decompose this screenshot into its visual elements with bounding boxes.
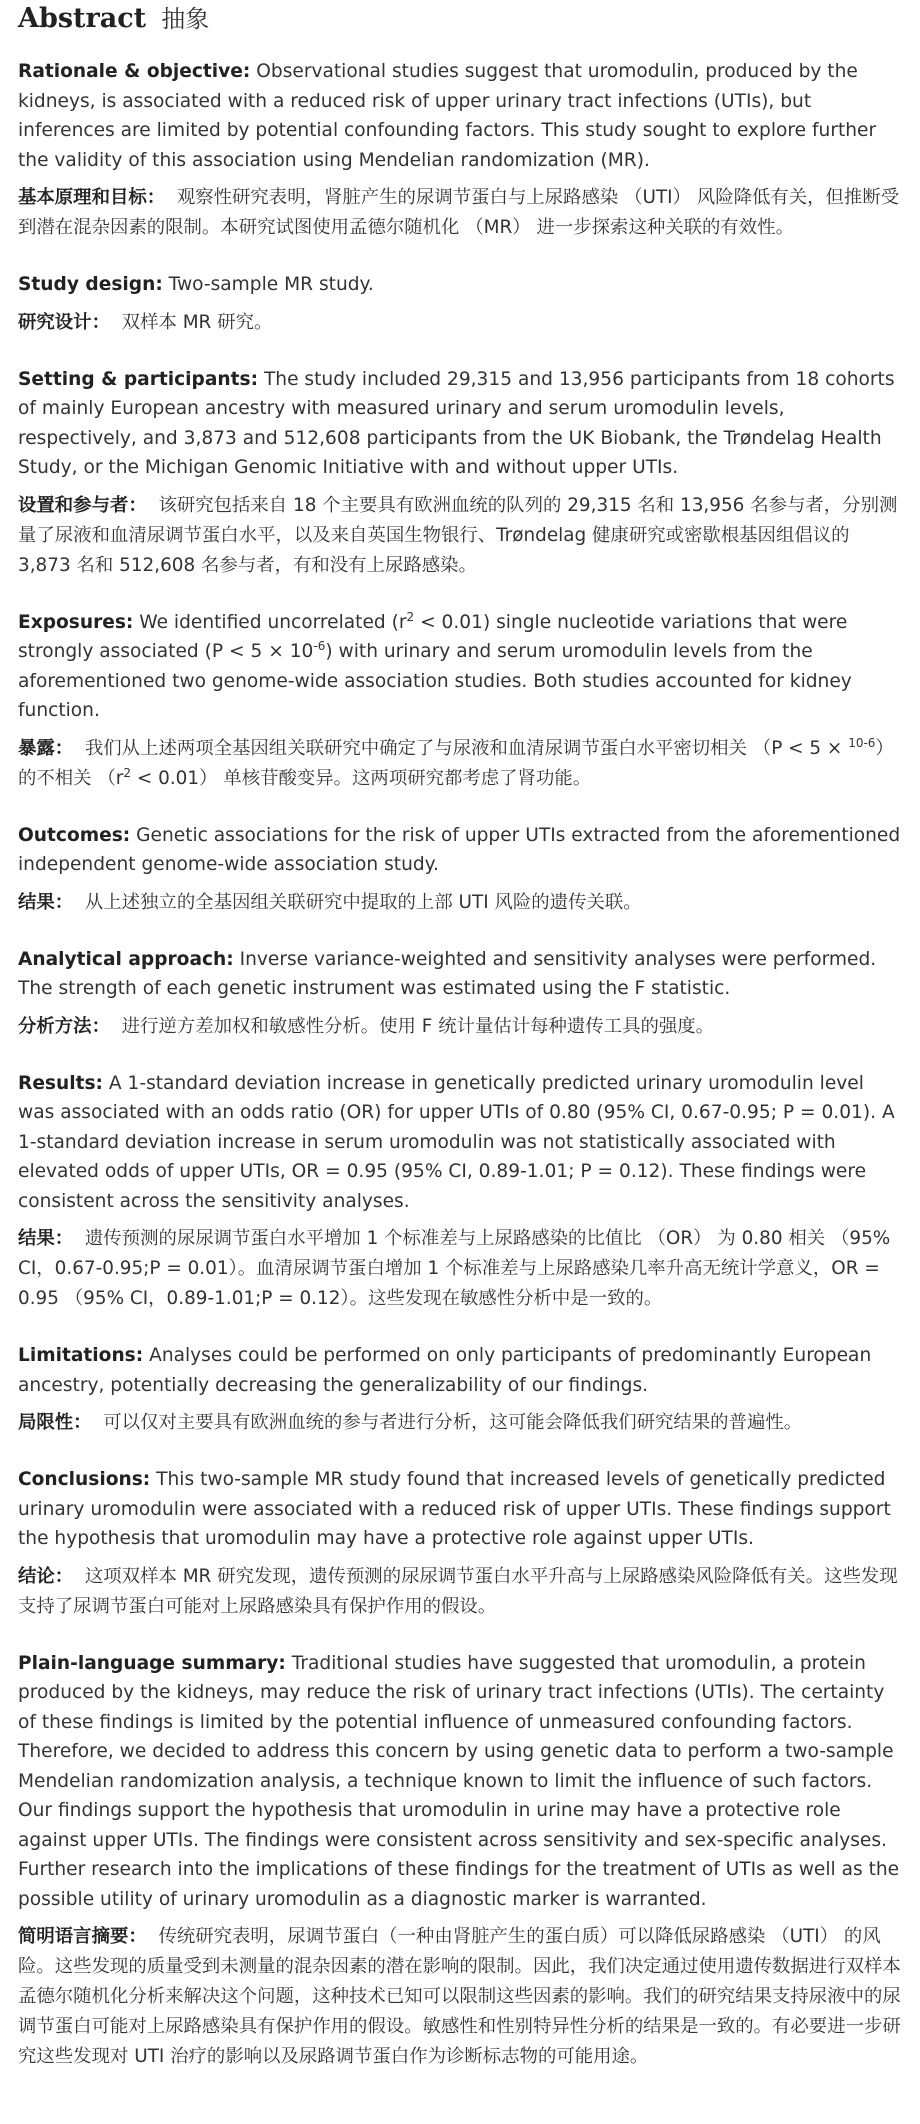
section-text: Two-sample MR study. bbox=[162, 274, 374, 295]
section-setting-participants bbox=[18, 365, 902, 581]
paragraph-en bbox=[18, 1649, 902, 1915]
section-label: Plain-language summary: bbox=[18, 1652, 286, 1674]
superscript: 2 bbox=[406, 609, 415, 624]
paragraph-zh bbox=[18, 183, 902, 243]
paragraph-en bbox=[18, 365, 902, 483]
section-label: Limitations: bbox=[18, 1345, 144, 1366]
section-text-zh: 双样本 MR 研究。 bbox=[121, 311, 273, 333]
section-label: Setting & participants: bbox=[18, 368, 259, 390]
section-label-zh: 研究设计： bbox=[18, 311, 110, 333]
section-text: Analyses could be performed on only participants of predominantly European ancestry, potentially decreasing the generalizability of our findings. bbox=[18, 1345, 872, 1396]
section-text-zh: 可以仅对主要具有欧洲血统的参与者进行分析，这可能会降低我们研究结果的普遍性。 bbox=[103, 1412, 803, 1433]
section-text-zh: 遗传预测的尿尿调节蛋白水平增加 1 个标准差与上尿路感染的比值比 （OR） 为 0.80 相关 （95% CI，0.67-0.95;P = 0.01）。血清尿调节蛋白增加 1 个标准差与上尿路感染几率升高无统计学意义，OR = 0.95 （95% CI，0.89-1.01;P = 0.12）。这些发现在敏感性分析中是一致的。 bbox=[18, 1228, 891, 1309]
section-text: Genetic associations for the risk of upper UTIs extracted from the aforementioned independent genome-wide association study. bbox=[18, 824, 901, 875]
section-text: Observational studies suggest that uromodulin, produced by the kidneys, is associated with a reduced risk of upper urinary tract infections (UTIs), but inferences are limited by potential confounding factors. This study sought to explore further the validity of this association using Mendelian randomization (MR). bbox=[18, 61, 877, 171]
section-label: Study design: bbox=[18, 274, 163, 295]
section-label: Conclusions: bbox=[18, 1469, 151, 1490]
section-label-zh: 简明语言摘要： bbox=[18, 1926, 147, 1947]
section-text-zh: 该研究包括来自 18 个主要具有欧洲血统的队列的 29,315 名和 13,956 名参与者，分别测量了尿液和血清尿调节蛋白水平，以及来自英国生物银行、Trøndelag 健康研究或密歇根基因组倡议的 3,873 名和 512,608 名参与者，有和没有上尿路感染。 bbox=[18, 494, 898, 576]
section-text: A 1-standard deviation increase in genetically predicted urinary uromodulin level was associated with an odds ratio (OR) for upper UTIs of 0.80 (95% CI, 0.67-0.95; P = 0.01). A 1-standard deviation increase in serum uromodulin was not statistically associated with elevated odds of upper UTIs, OR = 0.95 (95% CI, 0.89-1.01; P = 0.12). These findings were consistent across the sensitivity analyses. bbox=[18, 1072, 895, 1212]
section-study-design bbox=[18, 270, 902, 338]
section-label: Analytical approach: bbox=[18, 948, 234, 970]
section-label: Outcomes: bbox=[18, 824, 131, 846]
section-label-zh: 基本原理和目标： bbox=[18, 187, 166, 208]
section-text-zh: 传统研究表明，尿调节蛋白（一种由肾脏产生的蛋白质）可以降低尿路感染 （UTI） 的风险。这些发现的质量受到未测量的混杂因素的潜在影响的限制。因此，我们决定通过使用遗传数据进行双样本孟德尔随机化分析来解决这个问题，这种技术已知可以限制这些因素的影响。我们的研究结果支持尿液中的尿调节蛋白可能对上尿路感染具有保护作用的假设。敏感性和性别特异性分析的结果是一致的。有必要进一步研究这些发现对 UTI 治疗的影响以及尿路调节蛋白作为诊断标志物的可能用途。 bbox=[18, 1926, 901, 2067]
superscript: 2 bbox=[123, 765, 132, 780]
section-label-zh: 设置和参与者： bbox=[18, 494, 147, 516]
paragraph-en bbox=[18, 608, 902, 726]
paragraph-zh bbox=[18, 734, 902, 794]
section-analytical-approach bbox=[18, 945, 902, 1042]
section-label-zh: 结果： bbox=[18, 891, 74, 913]
paragraph-zh bbox=[18, 1224, 902, 1314]
paragraph-zh bbox=[18, 1562, 902, 1622]
paragraph-zh bbox=[18, 1012, 902, 1042]
paragraph-zh bbox=[18, 1922, 902, 2072]
section-text-zh: 这项双样本 MR 研究发现，遗传预测的尿尿调节蛋白水平升高与上尿路感染风险降低有关。这些发现支持了尿调节蛋白可能对上尿路感染具有保护作用的假设。 bbox=[18, 1565, 898, 1617]
section-text: We identified uncorrelated (r bbox=[133, 611, 407, 633]
section-label-zh: 结论： bbox=[18, 1565, 74, 1587]
section-results bbox=[18, 1069, 902, 1315]
section-text: This two-sample MR study found that increased levels of genetically predicted urinary uromodulin were associated with a reduced risk of upper UTIs. These findings support the hypothesis that uromodulin may have a protective role against upper UTIs. bbox=[18, 1469, 891, 1549]
section-text-zh: < 0.01） 单核苷酸变异。这两项研究都考虑了肾功能。 bbox=[131, 767, 592, 789]
paragraph-en bbox=[18, 1069, 902, 1217]
section-text-zh: 我们从上述两项全基因组关联研究中确定了与尿液和血清尿调节蛋白水平密切相关 （P < 5 × bbox=[84, 737, 849, 759]
paragraph-en bbox=[18, 57, 902, 175]
abstract-heading bbox=[18, 0, 902, 39]
section-text: The study included 29,315 and 13,956 participants from 18 cohorts of mainly European ancestry with measured urinary and serum uromodulin levels, respectively, and 3,873 and 512,608 participants from the UK Biobank, the Trøndelag Health Study, or the Michigan Genomic Initiative with and without upper UTIs. bbox=[18, 368, 895, 478]
paragraph-zh bbox=[18, 308, 902, 338]
superscript: -6 bbox=[313, 638, 326, 653]
section-rationale bbox=[18, 57, 902, 243]
section-limitations bbox=[18, 1341, 902, 1438]
section-label-zh: 局限性： bbox=[18, 1412, 92, 1433]
section-text: < 0.01) single nucleotide variations that were strongly associated (P < 5 × 10 bbox=[18, 611, 848, 662]
section-text: Inverse variance-weighted and sensitivity analyses were performed. The strength of each genetic instrument was estimated using the F statistic. bbox=[18, 948, 877, 999]
page-title-translation: 抽象 bbox=[161, 5, 210, 33]
section-outcomes bbox=[18, 821, 902, 918]
section-conclusions bbox=[18, 1465, 902, 1622]
section-label-zh: 暴露： bbox=[18, 737, 74, 759]
section-text: ) with urinary and serum uromodulin levels from the aforementioned two genome-wide association studies. Both studies accounted for kidney function. bbox=[18, 641, 852, 721]
section-exposures bbox=[18, 608, 902, 794]
paragraph-en bbox=[18, 945, 902, 1004]
page-title: Abstract bbox=[18, 3, 147, 34]
section-label: Results: bbox=[18, 1072, 103, 1094]
paragraph-zh bbox=[18, 1408, 902, 1438]
section-label-zh: 分析方法： bbox=[18, 1015, 110, 1037]
section-plain-language-summary bbox=[18, 1649, 902, 2073]
section-text-zh: ） 的不相关 （r bbox=[18, 737, 894, 789]
superscript: 10-6 bbox=[848, 735, 876, 750]
section-label: Rationale & objective: bbox=[18, 61, 251, 82]
section-text-zh: 从上述独立的全基因组关联研究中提取的上部 UTI 风险的遗传关联。 bbox=[84, 891, 642, 913]
section-text-zh: 观察性研究表明，肾脏产生的尿调节蛋白与上尿路感染 （UTI） 风险降低有关，但推断受到潜在混杂因素的限制。本研究试图使用孟德尔随机化 （MR） 进一步探索这种关联的有效性。 bbox=[18, 187, 900, 238]
section-label-zh: 结果： bbox=[18, 1228, 74, 1249]
paragraph-en bbox=[18, 1341, 902, 1400]
paragraph-zh bbox=[18, 491, 902, 581]
section-text: Traditional studies have suggested that uromodulin, a protein produced by the kidneys, may reduce the risk of urinary tract infections (UTIs). The certainty of these findings is limited by the potential influence of unmeasured confounding factors. Therefore, we decided to address this concern by using genetic data to perform a two-sample Mendelian randomization analysis, a technique known to limit the influence of such factors. Our findings support the hypothesis that uromodulin in urine may have a protective role against upper UTIs. The findings were consistent across sensitivity and sex-specific analyses. Further research into the implications of these findings for the treatment of UTIs as well as the possible utility of urinary uromodulin as a diagnostic marker is warranted. bbox=[18, 1652, 900, 1910]
paragraph-en bbox=[18, 270, 902, 300]
paragraph-en bbox=[18, 821, 902, 880]
paragraph-en bbox=[18, 1465, 902, 1554]
paragraph-zh bbox=[18, 888, 902, 918]
section-label: Exposures: bbox=[18, 611, 134, 633]
section-text-zh: 进行逆方差加权和敏感性分析。使用 F 统计量估计每种遗传工具的强度。 bbox=[121, 1015, 715, 1037]
